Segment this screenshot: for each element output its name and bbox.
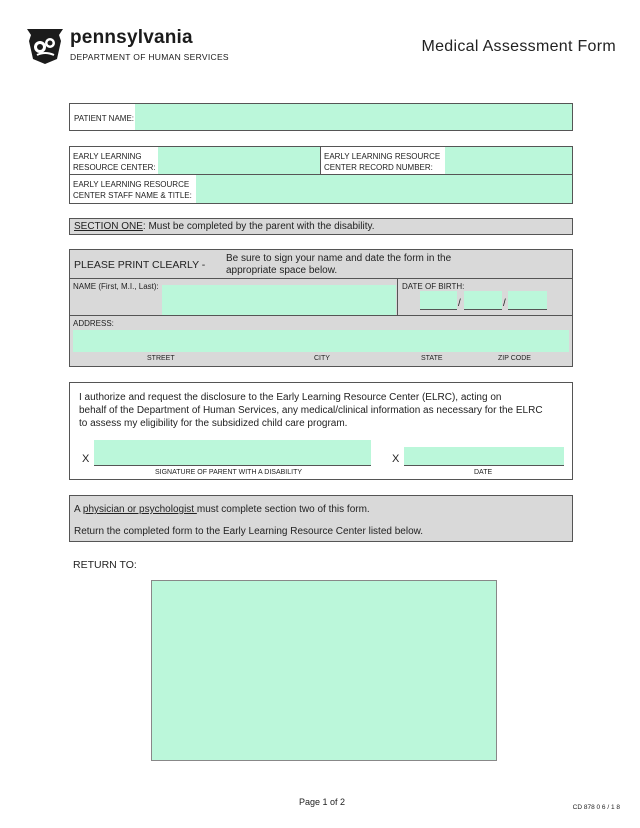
physician-suffix: must complete section two of this form. [196, 504, 370, 515]
parent-signature-field[interactable] [94, 440, 371, 466]
elrc-record-label-line2: CENTER RECORD NUMBER: [324, 163, 433, 172]
elrc-record-number-field[interactable] [445, 147, 572, 174]
form-title: Medical Assessment Form [421, 38, 616, 55]
section-one-text: : Must be completed by the parent with the disability. [142, 221, 375, 232]
section-one-prefix: SECTION ONE [74, 221, 143, 232]
patient-name-field[interactable] [135, 104, 572, 130]
keystone-logo-icon [24, 25, 66, 65]
dob-day-field[interactable] [464, 291, 502, 310]
signature-x-mark: X [82, 453, 90, 465]
date-label: DATE [474, 469, 493, 476]
patient-name-row [69, 103, 573, 131]
print-instruction-line2: appropriate space below. [226, 265, 338, 276]
elrc-center-field[interactable] [158, 147, 320, 174]
address-field[interactable] [73, 330, 569, 352]
page-number: Page 1 of 2 [299, 797, 346, 807]
org-name: pennsylvania [70, 27, 193, 48]
elrc-staff-label-line1: EARLY LEARNING RESOURCE [73, 180, 190, 189]
return-address-field[interactable] [151, 580, 497, 761]
department-name: DEPARTMENT OF HUMAN SERVICES [70, 52, 229, 62]
address-state-label: STATE [421, 355, 443, 362]
elrc-block [69, 146, 573, 204]
dob-separator-1: / [458, 298, 461, 309]
authorization-block [69, 382, 573, 480]
print-instruction-line1: Be sure to sign your name and date the form in the [226, 253, 452, 264]
name-label: NAME (First, M.I., Last): [73, 282, 159, 291]
authorization-line2: behalf of the Department of Human Services, any medical/clinical information as necessary for the ELRC [79, 405, 543, 416]
address-street-label: STREET [147, 355, 175, 362]
return-note: Return the completed form to the Early Learning Resource Center listed below. [74, 526, 424, 537]
signature-label: SIGNATURE OF PARENT WITH A DISABILITY [155, 469, 303, 476]
authorization-line3: to assess my eligibility for the subsidized child care program. [79, 418, 348, 429]
dob-label: DATE OF BIRTH: [402, 282, 465, 291]
dob-month-field[interactable] [420, 291, 457, 310]
address-city-label: CITY [314, 355, 330, 362]
parent-name-field[interactable] [162, 285, 396, 315]
elrc-staff-label-line2: CENTER STAFF NAME & TITLE: [73, 191, 192, 200]
section-one-banner [69, 218, 573, 235]
parent-info-block [69, 249, 573, 367]
dob-year-field[interactable] [508, 291, 547, 310]
patient-name-label: PATIENT NAME: [74, 114, 135, 123]
elrc-record-label-line1: EARLY LEARNING RESOURCE [324, 152, 441, 161]
date-x-mark: X [392, 453, 400, 465]
authorization-line1: I authorize and request the disclosure to the Early Learning Resource Center (ELRC), acting on [79, 392, 502, 403]
print-clearly-heading: PLEASE PRINT CLEARLY - [74, 259, 206, 271]
elrc-center-label-line1: EARLY LEARNING [73, 152, 142, 161]
dob-separator-2: / [503, 298, 506, 309]
address-zip-label: ZIP CODE [498, 355, 531, 362]
address-label: ADDRESS: [73, 319, 114, 328]
print-heading-row [70, 250, 572, 279]
signature-date-field[interactable] [404, 447, 564, 466]
physician-note-block [69, 495, 573, 542]
elrc-staff-name-field[interactable] [196, 175, 572, 203]
physician-prefix: A [74, 504, 83, 515]
form-code: CD 878 0 6 / 1 8 [572, 804, 620, 811]
elrc-center-label-line2: RESOURCE CENTER: [73, 163, 156, 172]
return-to-label: RETURN TO: [73, 559, 137, 571]
physician-link[interactable]: physician or psychologist [82, 504, 197, 515]
